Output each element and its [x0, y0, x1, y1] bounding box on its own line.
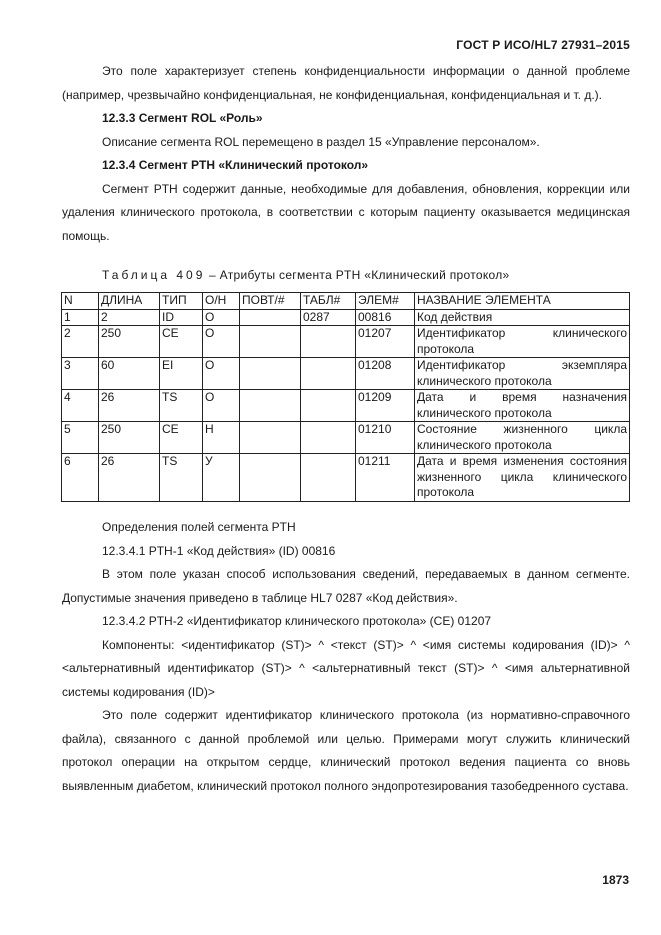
field-heading-pth-1: 12.3.4.1 PTH-1 «Код действия» (ID) 00816	[102, 543, 336, 558]
field-definitions-title: Определения полей сегмента PTH	[102, 520, 296, 534]
pth-1-paragraph: В этом поле указан способ использования сведений, передаваемых в данном сегменте. Допустимые значения приведено в таблице HL7 0287 «Код действия».	[62, 567, 630, 605]
cell-n: 1	[62, 309, 99, 326]
section-heading-pth: 12.3.4 Сегмент PTH «Клинический протокол»	[102, 158, 369, 172]
cell-type: TS	[160, 390, 203, 422]
cell-length: 250	[99, 422, 160, 454]
components-paragraph: Компоненты: <идентификатор (ST)> ^ <текст (ST)> ^ <имя системы кодирования (ID)> ^ <альтернативный идентификатор (ST)> ^ <альтернативный текст (ST)> ^ <имя альтернативной системы кодирования (ID)>	[62, 637, 630, 699]
cell-repeat	[240, 358, 301, 390]
cell-opt: Н	[203, 422, 240, 454]
cell-item: 01207	[356, 326, 415, 358]
cell-n: 6	[62, 454, 99, 502]
cell-type: ID	[160, 309, 203, 326]
cell-opt: О	[203, 390, 240, 422]
col-header-table: ТАБЛ#	[301, 293, 356, 310]
col-header-opt: О/Н	[203, 293, 240, 310]
col-header-n: N	[62, 293, 99, 310]
cell-repeat	[240, 390, 301, 422]
pth-attributes-table	[61, 292, 630, 502]
cell-length: 26	[99, 454, 160, 502]
cell-repeat	[240, 422, 301, 454]
field-heading-pth-2: 12.3.4.2 PTH-2 «Идентификатор клинического протокола» (CE) 01207	[102, 614, 492, 628]
cell-table: 0287	[301, 309, 356, 326]
col-header-type: ТИП	[160, 293, 203, 310]
cell-name: Идентификатор клинического протокола	[415, 326, 630, 358]
table-caption-label: Таблица 409	[102, 268, 206, 282]
cell-item: 01208	[356, 358, 415, 390]
cell-repeat	[240, 326, 301, 358]
confidentiality-paragraph: Это поле характеризует степень конфиденциальности информации о данной проблеме (например, чрезвычайно конфиденциальная, не конфиденциальная, конфиденциальная и т. д.).	[62, 64, 630, 102]
standard-header: ГОСТ Р ИСО/HL7 27931–2015	[456, 38, 630, 52]
cell-type: TS	[160, 454, 203, 502]
table-row	[62, 422, 630, 454]
cell-type: EI	[160, 358, 203, 390]
cell-opt: О	[203, 326, 240, 358]
page-number: 1873	[602, 873, 629, 887]
cell-table	[301, 358, 356, 390]
cell-name: Состояние жизненного цикла клинического протокола	[415, 422, 630, 454]
table-row	[62, 454, 630, 502]
cell-table	[301, 390, 356, 422]
cell-type: CE	[160, 422, 203, 454]
cell-n: 4	[62, 390, 99, 422]
cell-length: 60	[99, 358, 160, 390]
cell-table	[301, 422, 356, 454]
cell-table	[301, 454, 356, 502]
cell-repeat	[240, 309, 301, 326]
table-row	[62, 309, 630, 326]
top-section	[62, 60, 630, 248]
table-header-row	[62, 293, 630, 310]
table-row	[62, 358, 630, 390]
cell-n: 2	[62, 326, 99, 358]
cell-n: 5	[62, 422, 99, 454]
col-header-length: ДЛИНА	[99, 293, 160, 310]
bottom-section	[62, 516, 630, 798]
cell-item: 00816	[356, 309, 415, 326]
col-header-repeat: ПОВТ/#	[240, 293, 301, 310]
cell-item: 01210	[356, 422, 415, 454]
cell-table	[301, 326, 356, 358]
cell-name: Код действия	[415, 309, 630, 326]
table-caption	[102, 268, 510, 282]
col-header-name: НАЗВАНИЕ ЭЛЕМЕНТА	[415, 293, 630, 310]
cell-n: 3	[62, 358, 99, 390]
section-heading-rol: 12.3.3 Сегмент ROL «Роль»	[102, 111, 263, 125]
cell-opt: О	[203, 309, 240, 326]
table-row	[62, 326, 630, 358]
cell-name: Идентификатор экземпляра клинического протокола	[415, 358, 630, 390]
cell-length: 26	[99, 390, 160, 422]
cell-opt: У	[203, 454, 240, 502]
pth-2-paragraph: Это поле содержит идентификатор клинического протокола (из нормативно-справочного файла), связанного с данной проблемой или целью. Примерами могут служить клинический протокол операции на открытом сердце, клинический протокол ведения пациента со вновь выявленным диабетом, клинический протокол полного эндопротезирования тазобедренного сустава.	[62, 708, 630, 793]
cell-name: Дата и время изменения состояния жизненного цикла клинического протокола	[415, 454, 630, 502]
pth-paragraph: Сегмент PTH содержит данные, необходимые для добавления, обновления, коррекции или удаления клинического протокола, в соответствии с которым пациенту оказывается медицинская помощь.	[62, 181, 630, 243]
cell-type: CE	[160, 326, 203, 358]
cell-item: 01209	[356, 390, 415, 422]
cell-length: 2	[99, 309, 160, 326]
rol-paragraph: Описание сегмента ROL перемещено в раздел 15 «Управление персоналом».	[102, 134, 540, 149]
table-caption-text: – Атрибуты сегмента PTH «Клинический протокол»	[205, 268, 510, 282]
cell-name: Дата и время назначения клинического протокола	[415, 390, 630, 422]
cell-opt: О	[203, 358, 240, 390]
cell-item: 01211	[356, 454, 415, 502]
cell-length: 250	[99, 326, 160, 358]
table-row	[62, 390, 630, 422]
col-header-item: ЭЛЕМ#	[356, 293, 415, 310]
cell-repeat	[240, 454, 301, 502]
